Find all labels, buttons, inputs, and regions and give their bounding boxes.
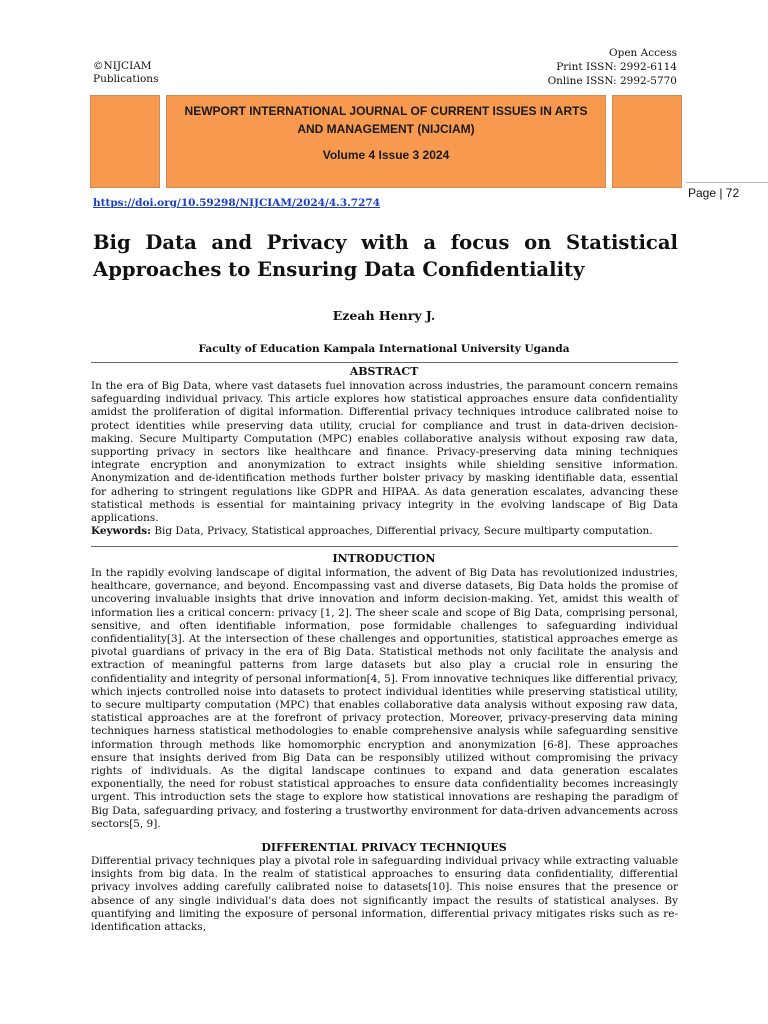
introduction-text: In the rapidly evolving landscape of digital information, the advent of Big Data has revolutionized industries, healthcare, governance, and beyond. Encompassing vast and diverse datasets, Big Data holds the promise of uncovering invaluable insights that drive innovation and inform decision-making. Yet, amidst this wealth of information lies a critical concern: privacy [1, 2]. The sheer scale and scope of Big Data, comprising personal, sensitive, and often identifiable information, pose formidable challenges to safeguarding individual confidentiality[3]. At the intersection of these challenges and opportunities, statistical approaches emerge as pivotal guardians of privacy in the era of Big Data. Statistical methods not only facilitate the analysis and extraction of meaningful patterns from large datasets but also play a crucial role in ensuring the confidentiality and integrity of personal information[4, 5]. From innovative techniques like differential privacy, which injects controlled noise into datasets to protect individual identities while preserving statistical utility, to secure multiparty computation (MPC) that enables collaborative data analysis without exposing raw data, statistical approaches are at the forefront of privacy protection. Moreover, privacy-preserving data mining techniques harness statistical methodologies to enable comprehensive analysis while safeguarding sensitive information through methods like homomorphic encryption and anonymization [6-8]. These approaches ensure that insights derived from Big Data can be responsibly utilized without compromising the privacy rights of individuals. As the digital landscape continues to expand and data generation escalates exponentially, the need for robust statistical approaches to ensure data confidentiality becomes increasingly urgent. This introduction sets the stage to explore how statistical innovations are reshaping the paradigm of Big Data, safeguarding privacy, and fostering a trustworthy environment for data-driven advancements across sectors[5, 9].: [91, 567, 678, 830]
doi-link[interactable]: https://doi.org/10.59298/NIJCIAM/2024/4.3.7274: [93, 197, 381, 209]
banner-center-panel: [166, 95, 606, 188]
online-issn: Online ISSN: 2992-5770: [547, 75, 677, 87]
abstract-bottom-rule: [91, 546, 678, 547]
abstract-text: In the era of Big Data, where vast datasets fuel innovation across industries, the paramount concern remains safeguarding individual privacy. This article explores how statistical approaches ensure data confidentiality amidst the proliferation of digital information. Differential privacy techniques introduce calibrated noise to protect identities while preserving data utility, crucial for compliance and trust in data-driven decision-making. Secure Multiparty Computation (MPC) enables collaborative analysis without exposing raw data, supporting privacy in sectors like healthcare and finance. Privacy-preserving data mining techniques integrate encryption and anonymization to extract insights while shielding sensitive information. Anonymization and de-identification methods further bolster privacy by masking identifiable data, essential for adhering to stringent regulations like GDPR and HIPAA. As data generation escalates, advancing these statistical methods is essential for maintaining privacy integrity in the evolving landscape of Big Data applications.: [91, 380, 678, 525]
page-number-rule: [686, 182, 768, 183]
keywords-text: Big Data, Privacy, Statistical approaches, Differential privacy, Secure multiparty computation.: [151, 525, 653, 537]
publisher-name: ©NIJCIAM: [93, 60, 152, 72]
banner-left-panel: [90, 95, 160, 188]
introduction-heading: INTRODUCTION: [332, 552, 436, 565]
print-issn: Print ISSN: 2992-6114: [556, 61, 677, 73]
differential-privacy-text: Differential privacy techniques play a pivotal role in safeguarding individual privacy while extracting valuable insights from big data. In the realm of statistical approaches to ensuring data confidentiality, differential privacy involves adding carefully calibrated noise to datasets[10]. This noise ensures that the presence or absence of any single individual's data does not significantly impact the results of statistical analyses. By quantifying and limiting the exposure of personal information, differential privacy mitigates risks such as re-identification attacks,: [91, 855, 678, 934]
publisher-label: Publications: [93, 73, 159, 85]
abstract-heading: ABSTRACT: [349, 365, 419, 378]
volume-issue: Volume 4 Issue 3 2024: [322, 148, 450, 162]
differential-privacy-heading: DIFFERENTIAL PRIVACY TECHNIQUES: [261, 841, 507, 854]
open-access-label: Open Access: [609, 47, 677, 59]
keywords-line: [91, 525, 678, 538]
page-number: Page | 72: [688, 186, 740, 200]
issn-block: [548, 46, 677, 88]
journal-banner: [88, 93, 686, 190]
journal-title: NEWPORT INTERNATIONAL JOURNAL OF CURRENT ISSUES IN ARTS AND MANAGEMENT (NIJCIAM): [184, 104, 588, 136]
article-title: Big Data and Privacy with a focus on Statistical Approaches to Ensuring Data Confidentiality: [93, 231, 678, 281]
publisher-block: [93, 60, 158, 86]
keywords-label: Keywords:: [91, 525, 152, 537]
banner-right-panel: [612, 95, 682, 188]
author-affiliation: Faculty of Education Kampala International University Uganda: [198, 343, 570, 355]
article-author: Ezeah Henry J.: [332, 308, 436, 323]
abstract-top-rule: [91, 362, 678, 363]
